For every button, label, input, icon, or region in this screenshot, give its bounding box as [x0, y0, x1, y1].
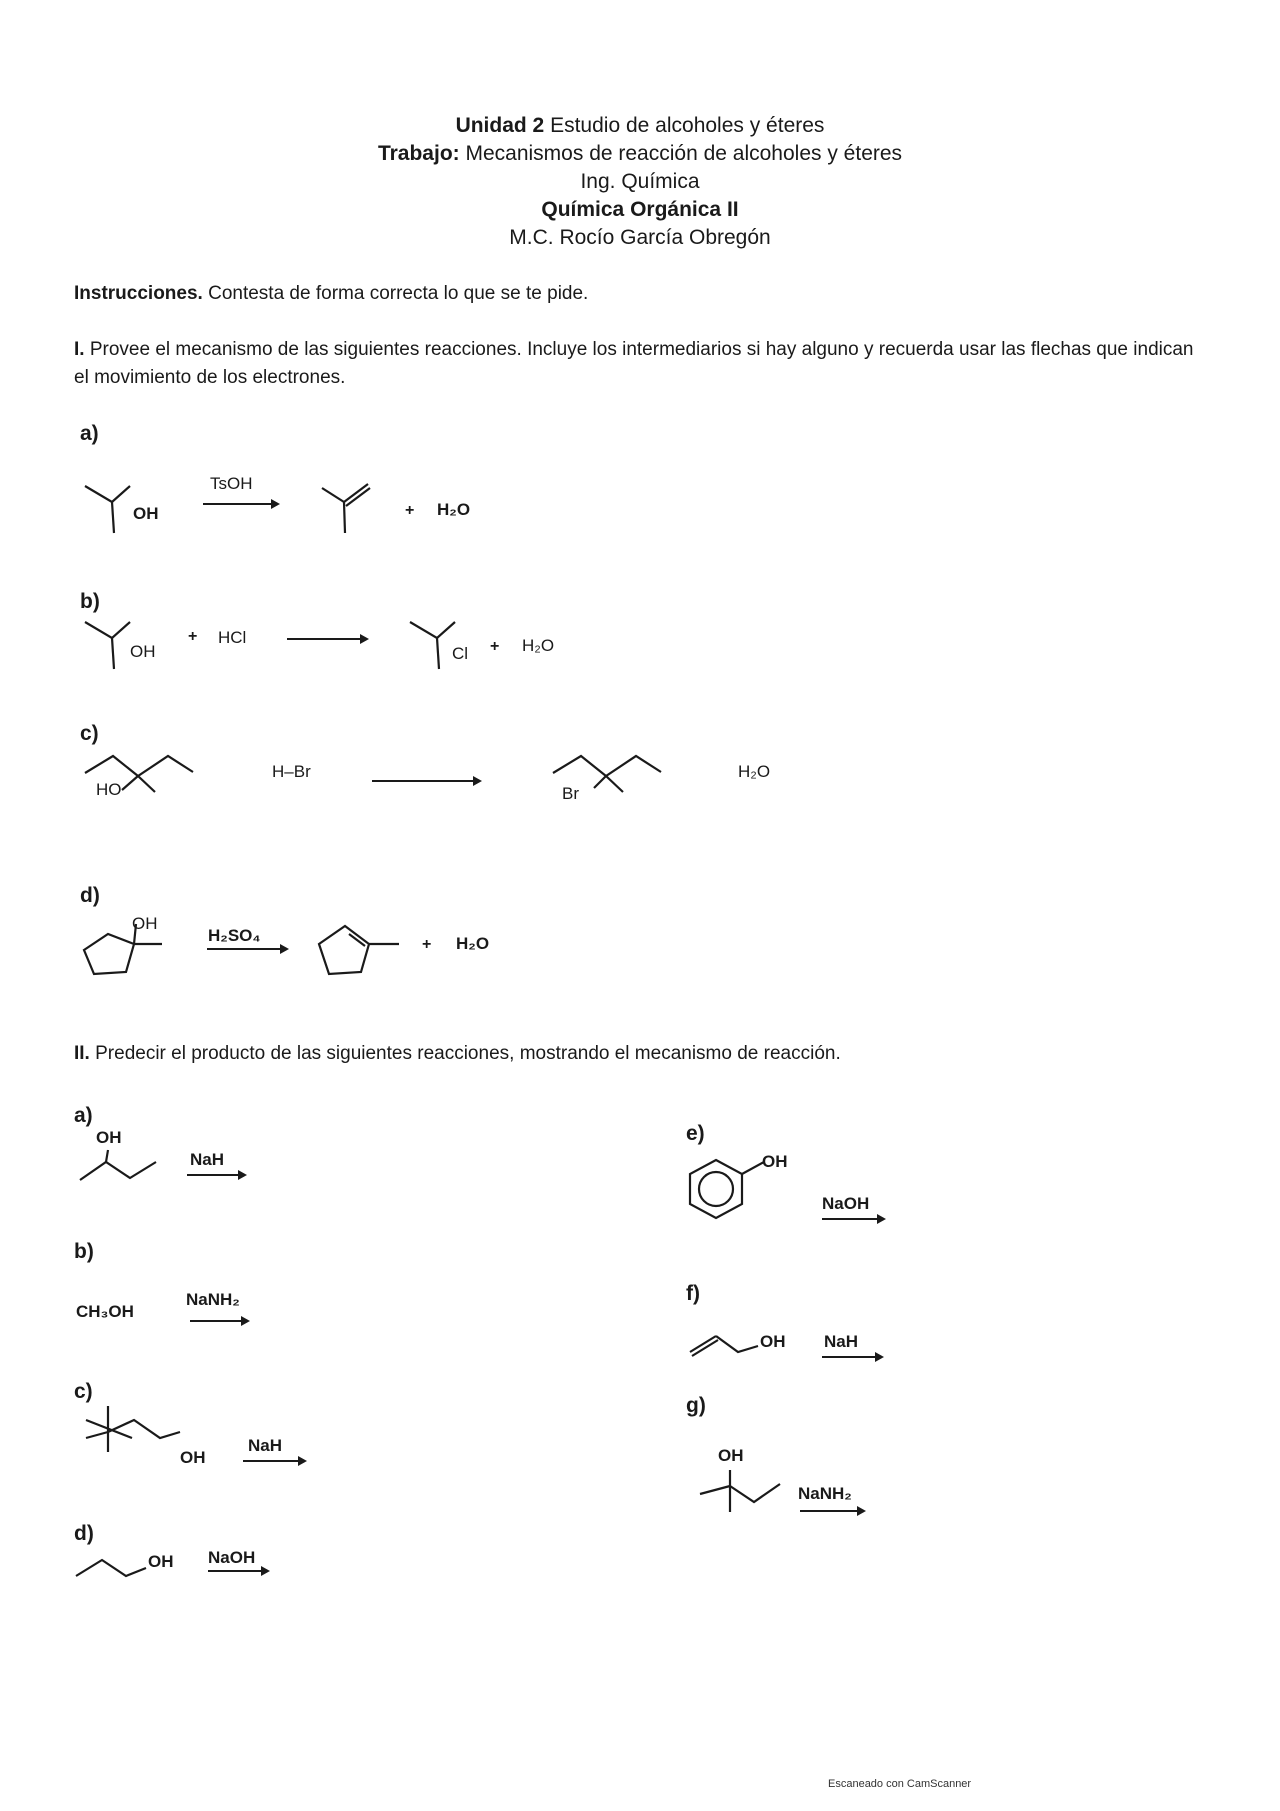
s2-e-oh: OH	[762, 1152, 788, 1171]
s2-b-reagent: NaNH₂	[186, 1290, 240, 1309]
section-1-prompt: I. Provee el mecanismo de las siguientes reacciones. Incluye los intermediarios si hay alguno y recuerda usar las flechas que indican el movimiento de los electrones.	[74, 339, 1194, 388]
section-2-prompt: II. Predecir el producto de las siguientes reacciones, mostrando el mecanismo de reacción.	[74, 1043, 841, 1064]
s1-a-oh: OH	[133, 504, 159, 523]
s2-a-arrow	[187, 1174, 245, 1176]
scanner-watermark: Escaneado con CamScanner	[828, 1778, 972, 1790]
s1-b-plus: +	[188, 628, 198, 645]
s1-b-oh: OH	[130, 642, 156, 661]
s1-c-ho: HO	[96, 780, 122, 799]
s2-a-2-butanol	[78, 1148, 168, 1188]
s1-d-arrow	[207, 948, 287, 950]
s1-b-water: H₂O	[522, 636, 555, 655]
header-line-unit: Unidad 2 Estudio de alcoholes y éteres	[455, 114, 825, 137]
s2-d-oh: OH	[148, 1552, 174, 1571]
s2-g-arrow	[800, 1510, 864, 1512]
s2-c-alcohol	[82, 1402, 192, 1462]
s1-a-water: H₂O	[437, 500, 471, 519]
s2-d-arrow	[208, 1570, 268, 1572]
s2-a-oh: OH	[96, 1128, 122, 1147]
s1-b-arrow	[287, 638, 367, 640]
s2-c-oh: OH	[180, 1448, 206, 1467]
s1-c-arrow	[372, 780, 480, 782]
s1-d-reagent: H₂SO₄	[208, 926, 261, 945]
s1-a-label: a)	[80, 422, 99, 445]
s2-f-arrow	[822, 1356, 882, 1358]
s2-g-label: g)	[686, 1394, 706, 1417]
s1-d-water: H₂O	[456, 934, 490, 953]
s1-a-isobutylene	[320, 478, 380, 538]
s1-b-plus2: +	[490, 638, 500, 655]
s1-a-reagent: TsOH	[210, 474, 253, 493]
s2-f-reagent: NaH	[824, 1332, 859, 1351]
header-line-course: Química Orgánica II	[541, 198, 739, 221]
s2-a-reagent: NaH	[190, 1150, 225, 1169]
s2-a-label: a)	[74, 1104, 93, 1127]
s2-e-reagent: NaOH	[822, 1194, 870, 1213]
s1-b-cl: Cl	[452, 644, 469, 663]
s2-e-arrow	[822, 1218, 884, 1220]
s1-d-oh: OH	[132, 914, 158, 933]
s1-a-arrow	[203, 503, 278, 505]
s1-d-plus: +	[422, 936, 432, 953]
s1-c-reagent: H–Br	[272, 762, 311, 781]
document-header	[0, 112, 1280, 252]
instructions: Instrucciones. Contesta de forma correcta lo que se te pide.	[74, 283, 589, 304]
s2-c-reagent: NaH	[248, 1436, 283, 1455]
s2-c-label: c)	[74, 1380, 93, 1403]
s2-d-label: d)	[74, 1522, 94, 1545]
s1-c-water: H₂O	[738, 762, 771, 781]
s1-c-label: c)	[80, 722, 99, 745]
s2-g-reagent: NaNH₂	[798, 1484, 852, 1503]
s1-a-plus: +	[405, 502, 415, 519]
s2-f-oh: OH	[760, 1332, 786, 1351]
s2-e-label: e)	[686, 1122, 705, 1145]
header-line-assignment: Trabajo: Mecanismos de reacción de alcoholes y éteres	[377, 142, 903, 165]
s2-f-label: f)	[686, 1282, 700, 1305]
s2-d-reagent: NaOH	[208, 1548, 256, 1567]
s2-b-substrate: CH₃OH	[76, 1302, 134, 1321]
s2-c-arrow	[243, 1460, 305, 1462]
s1-b-reagent: HCl	[218, 628, 247, 647]
s1-c-br: Br	[562, 784, 579, 803]
s1-d-methylcyclopentene	[315, 920, 405, 980]
s1-b-label: b)	[80, 590, 100, 613]
s2-f-allyl-alcohol	[686, 1322, 766, 1362]
header-line-program: Ing. Química	[580, 170, 700, 193]
s2-b-label: b)	[74, 1240, 94, 1263]
s1-d-label: d)	[80, 884, 100, 907]
s2-b-arrow	[190, 1320, 248, 1322]
header-line-teacher: M.C. Rocío García Obregón	[509, 226, 771, 249]
s2-d-propanol	[74, 1546, 154, 1586]
s2-g-oh: OH	[718, 1446, 744, 1465]
s2-g-tert-amyl-alcohol	[694, 1466, 794, 1516]
